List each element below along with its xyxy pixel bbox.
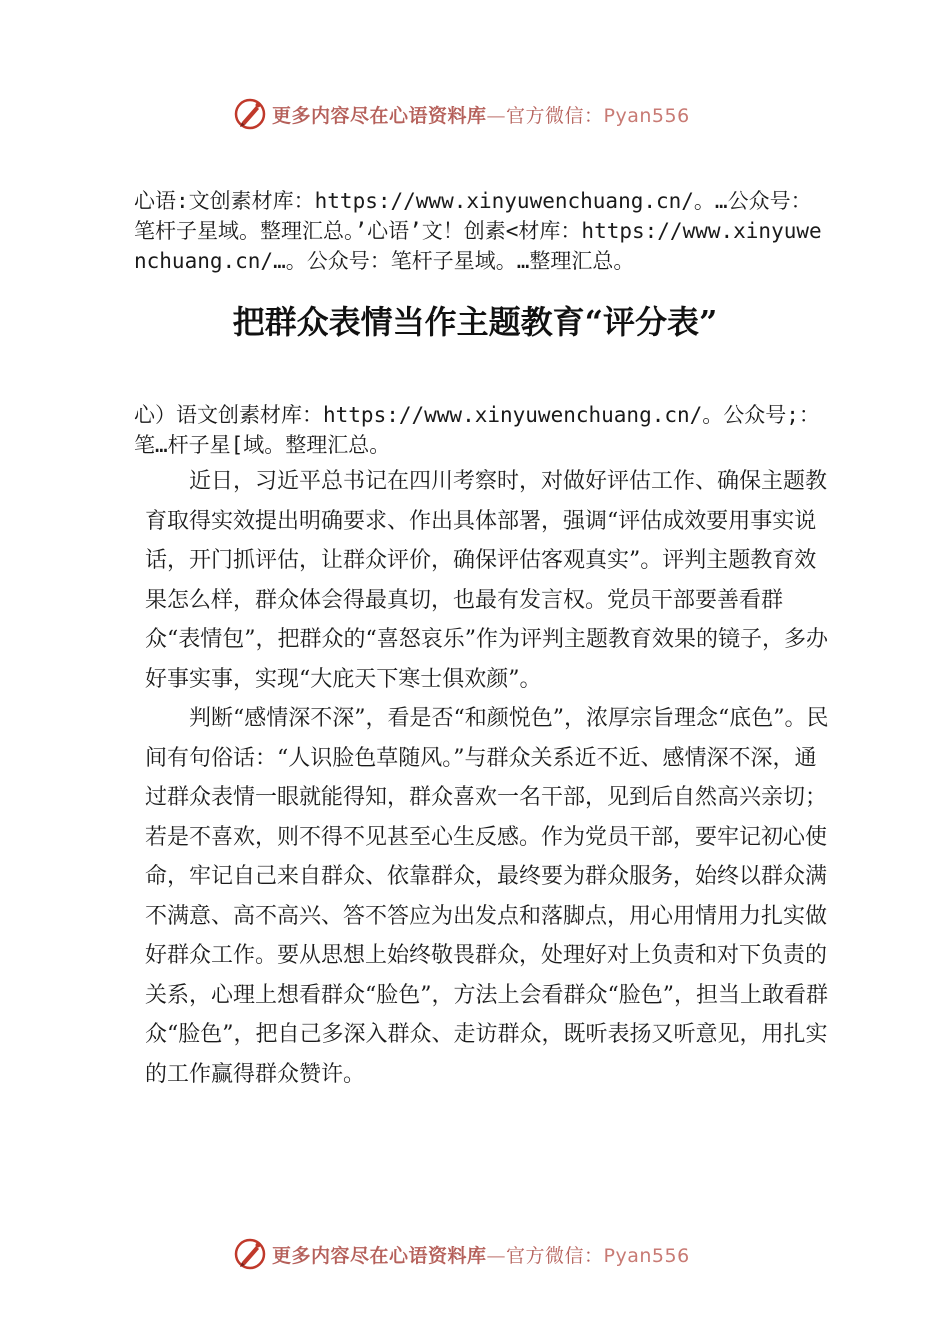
pen-logo-icon <box>232 1236 268 1272</box>
banner-dash: — <box>486 104 507 127</box>
promo-text-top: 心语:文创素材库：https://www.xinyuwenchuang.cn/。…公众号：笔杆子星域。整理汇总。’心语’文！创素<材库：https://www.xinyuwenchuang.cn/…。公众号：笔杆子星域。…整理汇总。 <box>134 189 822 273</box>
banner-wechat-id: Pyan556 <box>603 1244 690 1267</box>
banner-wechat-label: 官方微信： <box>506 104 604 127</box>
paragraph-2: 判断“感情深不深”，看是否“和颜悦色”，浓厚宗旨理念“底色”。民间有句俗话：“人识脸色草随风。”与群众关系近不近、感情深不深，通过群众表情一眼就能得知，群众喜欢一名干部，见到后自然高兴亲切；若是不喜欢，则不得不见甚至心生反感。作为党员干部，要牢记初心使命，牢记自己来自群众、依靠群众，最终要为群众服务，始终以群众满不满意、高不高兴、答不答应为出发点和落脚点，用心用情用力扎实做好群众工作。要从思想上始终敬畏群众，处理好对上负责和对下负责的关系，心理上想看群众“脸色”，方法上会看群众“脸色”，担当上敢看群众“脸色”，把自己多深入群众、走访群众，既听表扬又听意见，用扎实的工作赢得群众赞许。 <box>145 706 829 1087</box>
banner-text <box>272 1241 690 1268</box>
promo-text-middle: 心）语文创素材库：https://www.xinyuwenchuang.cn/。公众号;：笔…杆子星[域。整理汇总。 <box>134 403 820 457</box>
banner-prefix: 更多内容尽在心语资料库 <box>272 1244 487 1267</box>
banner-prefix: 更多内容尽在心语资料库 <box>272 104 487 127</box>
banner-dash: — <box>486 1244 507 1267</box>
banner-text <box>272 101 690 128</box>
banner-wechat-label: 官方微信： <box>506 1244 604 1267</box>
footer-banner <box>232 1236 690 1272</box>
document-title: 把群众表情当作主题教育“评分表” <box>232 303 718 341</box>
banner-wechat-id: Pyan556 <box>603 104 690 127</box>
header-banner <box>232 96 690 132</box>
article-body <box>145 462 835 1094</box>
pen-logo-icon <box>232 96 268 132</box>
paragraph-1: 近日，习近平总书记在四川考察时，对做好评估工作、确保主题教育取得实效提出明确要求、作出具体部署，强调“评估成效要用事实说话，开门抓评估，让群众评价，确保评估客观真实”。评判主题教育效果怎么样，群众体会得最真切，也最有发言权。党员干部要善看群众“表情包”，把群众的“喜怒哀乐”作为评判主题教育效果的镜子，多办好事实事，实现“大庇天下寒士俱欢颜”。 <box>145 469 828 692</box>
